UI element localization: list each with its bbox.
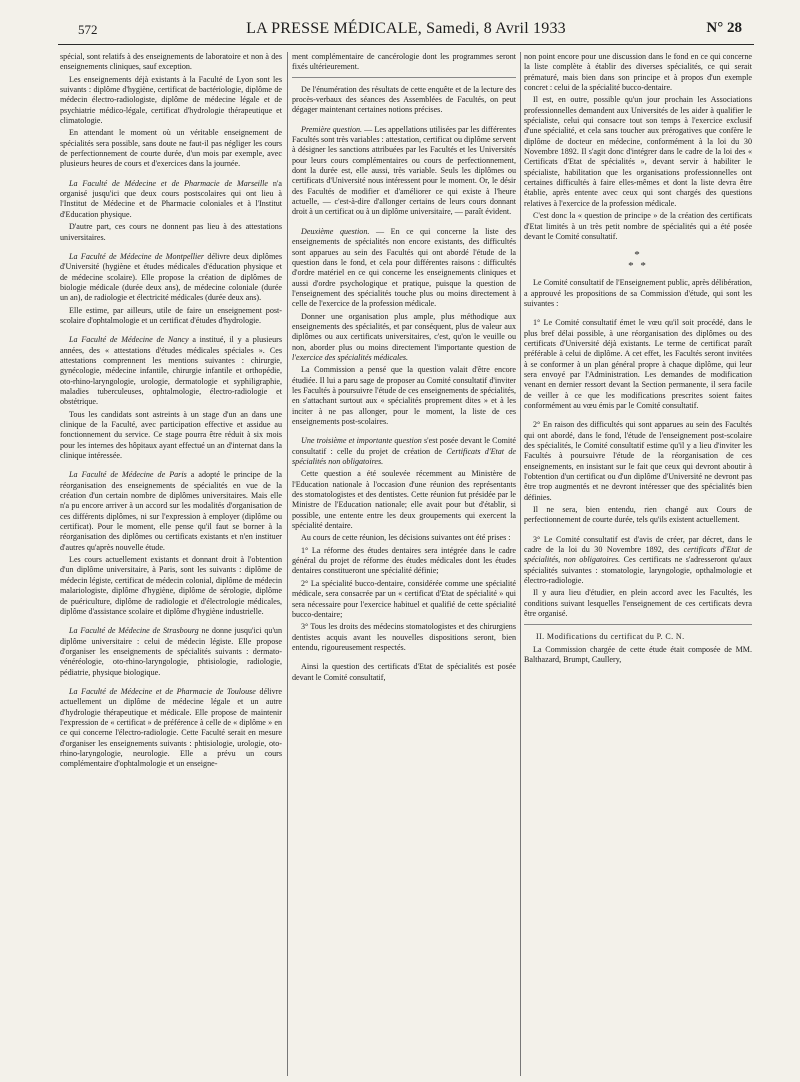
paragraph: La Commission a pensé que la question valait d'être encore étudiée. Il lui a paru sage de proposer au Comité consultatif d'inviter les Facultés à poursuivre l'étude de ces enseignements de spécialités, en s'attachant surtout aux « spécialités proprement dites » et à les inciter à ne pas allonger, pour le moment, la liste de ces enseignements post-scolaires. xyxy=(292,365,516,426)
paragraph: En attendant le moment où un véritable enseignement de spécialités sera possible, sans doute ne faut-il pas négliger les cours de perfectionnement de courte durée, d'un mois par exemple, avec plusieurs heures de cours et d'exercices dans la journée. xyxy=(60,128,282,169)
paragraph: Ainsi la question des certificats d'Etat de spécialités est posée devant le Comité consultatif, xyxy=(292,662,516,682)
paragraph: La Faculté de Médecine de Strasbourg ne donne jusqu'ici qu'un diplôme universitaire : celui de médecin légiste. Elle propose d'organiser les enseignements de spécialités suivants : dermato-vénéréologie, oto-rhino-laryngologie, phtisiologie, radiologie, pédiatrie, physique biologique. xyxy=(60,626,283,677)
paragraph: 2° La spécialité bucco-dentaire, considérée comme une spécialité médicale, sera consacrée par un « certificat d'Etat de spécialité » qui sera nécessaire pour l'exercice habituel et qualifié de cette spécialité bucco-dentaire; xyxy=(292,578,516,619)
separator-rule xyxy=(292,77,516,78)
paragraph: Une troisième et importante question s'est posée devant le Comité consultatif : celle du projet de création de Certificats d'Etat de spécialités non obligatoires. xyxy=(292,436,516,467)
column-divider-1 xyxy=(287,52,288,1076)
paragraph: D'autre part, ces cours ne donnent pas lieu à des attestations universitaires. xyxy=(60,222,282,242)
paragraph: Donner une organisation plus ample, plus méthodique aux enseignements des spécialités, et par conséquent, plus de valeur aux diplômes ou aux certificats universitaires, c'est, qu'on le veuille ou non, aborder plus ou moins directement l'importante question de l'exercice des spécialités médicales. xyxy=(292,311,516,362)
paragraph: C'est donc la « question de principe » de la création des certificats d'Etat limités à un très petit nombre de spécialités qui a été posée devant le Comité consultatif. xyxy=(524,211,752,241)
issue-number: N° 28 xyxy=(706,20,742,36)
paragraph: Tous les candidats sont astreints à un stage d'un an dans une clinique de la Faculté, avec participation effective et assidue au fonctionnement du service. Ce stage pourra être réduit à six mois pour les internes des hôpitaux ayant effectué un an d'internat dans la clinique intéressée. xyxy=(60,409,282,461)
faculty-name: La Faculté de Médecine de Nancy xyxy=(69,335,189,345)
paragraph: 3° Tous les droits des médecins stomatologistes et des chirurgiens dentistes acquis avant les nouvelles dispositions seront, bien entendu, rigoureusement respectés. xyxy=(292,622,516,652)
paragraph: 3° Le Comité consultatif est d'avis de créer, par décret, dans le cadre de la loi du 30 Novembre 1892, des certificats d'Etat de spécialités, non obligatoires. Ces certificats ne s'adresseront qu'aux spécialités suivantes : stomatologie, laryngologie, opthalmologie et électro-radiologie. xyxy=(524,534,752,586)
column-3 xyxy=(524,52,752,668)
paragraph: spécial, sont relatifs à des enseignements de laboratoire et non à des enseignements cliniques, sauf exception. xyxy=(60,52,282,72)
faculty-name: La Faculté de Médecine et de Pharmacie de Marseille xyxy=(69,178,269,188)
separator-rule xyxy=(524,624,752,625)
paragraph: De l'énumération des résultats de cette enquête et de la lecture des procès-verbaux des séances des Assemblées de Facultés, on peut dégager maintenant certaines notions précises. xyxy=(292,84,516,115)
faculty-name: La Faculté de Médecine de Strasbourg xyxy=(69,626,199,636)
paragraph: Il ne sera, bien entendu, rien changé aux Cours de perfectionnement de courte durée, tels qu'ils existent actuellement. xyxy=(524,505,752,525)
paragraph: La Faculté de Médecine de Paris a adopté le principe de la réorganisation des enseignements de spécialités en vue de la création d'un certain nombre de diplômes universitaires. Mais elle n'a pu encore arriver à un accord sur les modalités d'organisation de ces différents diplômes, ni sur l'expression à employer (diplôme ou certificat). Pour le moment, elle pense qu'il faut se borner à la réorganisation des diplômes ou certificats existants et n'en instituer d'autres qu'après nouvelle étude. xyxy=(60,470,282,552)
paragraph: Cette question a été soulevée récemment au Ministère de l'Education nationale à l'occasion d'une réunion des représentants des stomatologistes et des dentistes. Cette réunion fut présidée par le Ministre de l'Education nationale; elle avait pour but d'établir, si possible, une entente entre les deux groupements qui exercent la spécialité dentaire. xyxy=(292,469,516,531)
paragraph: Le Comité consultatif de l'Enseignement public, après délibération, a approuvé les propositions de sa Commission d'étude, qui sont les suivantes : xyxy=(524,278,752,308)
section-heading: II. Modifications du certificat du P. C. N. xyxy=(536,631,685,641)
paragraph: 1° La réforme des études dentaires sera intégrée dans le cadre général du projet de réforme des études médicales dont les études dentaires constitueront une spécialité définie; xyxy=(292,545,516,576)
faculty-name: La Faculté de Médecine de Montpellier xyxy=(69,251,205,261)
paragraph: Au cours de cette réunion, les décisions suivantes ont été prises : xyxy=(301,533,511,543)
faculty-name: La Faculté de Médecine de Paris xyxy=(69,470,187,480)
question-heading: Première question. xyxy=(301,124,363,134)
paragraph: ment complémentaire de cancérologie dont les programmes seront fixés ultérieurement. xyxy=(292,52,516,72)
column-2 xyxy=(292,52,516,685)
paragraph: Les cours actuellement existants et donnant droit à l'obtention d'un diplôme universitaire, à Paris, sont les suivants : diplôme de médecin légiste, certificat de médecin colonial, diplôme de médecin malariologiste, diplôme d'hygiène, diplôme de sérologie, diplôme de puériculture, diplôme de radiologie et d'électrologie médicales, diplôme d'assistance scolaire et diplôme d'hygiène industrielle. xyxy=(60,555,282,616)
column-divider-2 xyxy=(520,52,521,1076)
paragraph: Première question. — Les appellations utilisées par les différentes Facultés sont très variables : attestation, certificat ou diplôme servent à désigner les sanctions attribuées par les Facultés et les Universités pour leurs cours complémentaires ou cours de perfectionnement, dont la durée est, elle aussi, très variable. Seuls les diplômes ou certificats d'Université nous intéressent pour le moment. Or, le désir des Facultés de modifier et d'améliorer ce qui existe à l'heure actuelle, — c'est-à-dire d'allonger certains de leurs cours donnant droit à un certificat ou à un diplôme universitaire, — paraît évident. xyxy=(292,124,516,217)
page-number: 572 xyxy=(78,22,98,37)
paragraph: Il est, en outre, possible qu'un jour prochain les Associations professionnelles demandent aux Universités de les aider à qualifier le spécialiste, celui qui consacre tout son temps à l'exercice exclusif d'une spécialité, et cela sans toucher aux prérogatives que confère le diplôme de docteur en médecine, conformément à la loi du 30 Novembre 1892. Il s'agit donc d'intégrer dans le cadre de la loi des « Certificats d'Etat de spécialités », devant servir à habiliter le spécialiste, habilitation que les organisations professionnelles ont certaines difficultés à faire elles-mêmes et dont la liste devra être établie, après entente avec ceux qui sont chargés des questions relatives à l'exercice de la profession médicale. xyxy=(524,95,752,208)
faculty-name: La Faculté de Médecine et de Pharmacie de Toulouse xyxy=(69,686,256,696)
paragraph: Les enseignements déjà existants à la Faculté de Lyon sont les suivants : diplôme d'hygiène, certificat de bactériologie, diplôme de médecin électro-radiologiste, diplôme de médecine légale et de psychiatrie médico-légale, certificat d'hydrologie thérapeutique et climatologie. xyxy=(60,74,282,126)
paragraph: Elle estime, par ailleurs, utile de faire un enseignement post-scolaire d'ophtalmologie et un certificat d'études d'hydrologie. xyxy=(60,305,282,325)
paragraph: 1° Le Comité consultatif émet le vœu qu'il soit procédé, dans le plus bref délai possible, à une réorganisation des diplômes ou des certificats d'Université déjà existants. Le terme de certificat paraît préférable à celui de diplôme. A cet effet, les Facultés seront invitées à se conformer à un plan général propre à chaque diplôme, qui leur sera envoyé par l'Administration. Les demandes de modification venant en dernier ressort devant la Section permanente, il sera facile de veiller à ce que les modifications prescrites soient faites conformément au vœu émis par le Comité consultatif. xyxy=(524,318,752,410)
paragraph: Deuxième question. — En ce qui concerne la liste des enseignements de spécialités non encore existants, des difficultés sont apparues au sein des Facultés qui ont abordé l'étude de la question dans le fond, et cela pour différentes raisons : difficultés d'ordre matériel en ce qui concerne les enseignements cliniques et aussi d'ordre psychologique et pratique, puisque la question de l'enseignement des spécialités touche plus ou moins directement à celle de l'exercice de la profession médicale. xyxy=(292,226,516,309)
section-stars: * * * xyxy=(628,249,648,273)
paragraph: Il y aura lieu d'étudier, en plein accord avec les Facultés, les conditions suivant lesquelles l'enseignement de ces certificats devra être organisé. xyxy=(524,588,752,619)
paragraph: 2° En raison des difficultés qui sont apparues au sein des Facultés qui ont abordé, dans le fond, l'étude de l'enseignement post-scolaire des spécialités, le Comité consultatif estime qu'il y a lieu d'inviter les Facultés à poursuivre l'étude de la réorganisation de ces enseignements, en insistant sur le fait que ceux qui devront aboutir à l'obtention d'un certificat ou d'un diplôme d'Université ne devront pas être trop augmentés et ne devront intéresser que des spécialités bien définies. xyxy=(524,420,752,502)
paragraph: La Commission chargée de cette étude était composée de MM. Balthazard, Brumpt, Caullery, xyxy=(524,644,752,665)
question-heading: Deuxième question. xyxy=(301,226,370,236)
journal-title: LA PRESSE MÉDICALE, Samedi, 8 Avril 1933 xyxy=(246,20,566,37)
paragraph: La Faculté de Médecine de Montpellier délivre deux diplômes d'Université (hygiène et études médicales d'éducation physique et de médecine scolaire). Elle propose la création de diplômes de biologie médicale (durée deux ans), de médecine coloniale (durée un an), de radiologie et électricité médicales (durée deux ans). xyxy=(60,251,282,303)
paragraph: La Faculté de Médecine et de Pharmacie de Marseille n'a organisé jusqu'ici que deux cours postscolaires qui ont lieu à l'Institut de Médecine et de Pharmacie coloniales et à l'Institut d'Education physique. xyxy=(60,178,283,219)
paragraph: non point encore pour une discussion dans le fond en ce qui concerne la liste complète à établir des diverses spécialités, ce qui serait prématuré, mais bien dans son principe et à propos d'un exemple concret : celui de la spécialité bucco-dentaire. xyxy=(524,52,752,93)
paragraph: La Faculté de Médecine et de Pharmacie de Toulouse délivre actuellement un diplôme de médecine légale et un autre d'hydrologie thérapeutique et médicale. Elle propose de maintenir l'expression de « certificat » de préférence à celle de « diplôme » en ce qui concerne l'électro-radiologie. Cette Faculté serait en mesure d'organiser les enseignements suivants : phtisiologie, urologie, oto-rhino-laryngologie, neurologie. Elle a prévu un cours complémentaire d'ophtalmologie et un enseigne- xyxy=(60,686,282,769)
paragraph: La Faculté de Médecine de Nancy a institué, il y a plusieurs années, des « attestations d'études médicales spéciales ». Ces attestations comprennent les mentions suivantes : chirurgie, gynécologie, médecine infantile, chirurgie infantile et orthopédie, oto-rhino-laryngologie, urologie, dermatologie et syphiligraphie, maladies tuberculeuses, ophtalmologie, électro-radiologie et obstétrique. xyxy=(60,335,282,407)
question-heading: Une troisième et importante question xyxy=(301,436,422,446)
page-header xyxy=(58,18,754,45)
column-1 xyxy=(60,52,282,772)
